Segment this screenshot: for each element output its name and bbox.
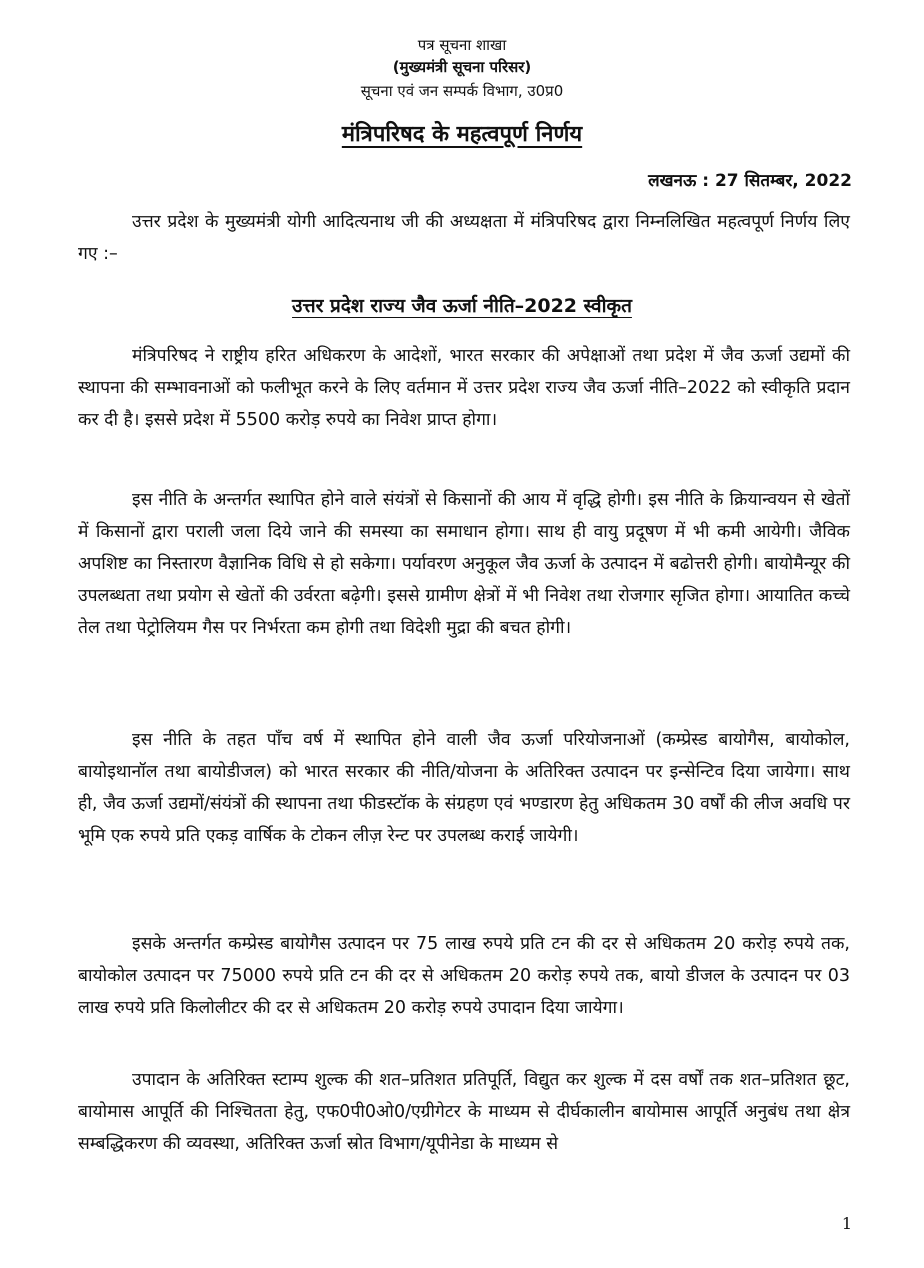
- body-paragraph: उपादान के अतिरिक्त स्टाम्प शुल्क की शत–प्रतिशत प्रतिपूर्ति, विद्युत कर शुल्क में दस वर्षों तक शत–प्रतिशत छूट, बायोमास आपूर्ति की निश्चितता हेतु, एफ0पी0ओ0/एग्रीगेटर के माध्यम से दीर्घकालीन बायोमास आपूर्ति अनुबंध तथा क्षेत्र सम्बद्धिकरण की व्यवस्था, अतिरिक्त ऊर्जा स्रोत विभाग/यूपीनेडा के माध्यम से: [78, 1070, 850, 1154]
- header-department-name: सूचना एवं जन सम्पर्क विभाग, उ0प्र0: [360, 82, 564, 100]
- body-paragraph: इसके अन्तर्गत कम्प्रेस्ड बायोगैस उत्पादन पर 75 लाख रुपये प्रति टन की दर से अधिकतम 20 करोड़ रुपये तक, बायोकोल उत्पादन पर 75000 रुपये प्रति टन की दर से अधिकतम 20 करोड़ रुपये तक, बायो डीजल के उत्पादन पर 03 लाख रुपये प्रति किलोलीटर की दर से अधिकतम 20 करोड़ रुपये उपादान दिया जायेगा।: [78, 934, 850, 1018]
- body-paragraph: मंत्रिपरिषद ने राष्ट्रीय हरित अधिकरण के आदेशों, भारत सरकार की अपेक्षाओं तथा प्रदेश में जैव ऊर्जा उद्यमों की स्थापना की सम्भावनाओं को फलीभूत करने के लिए वर्तमान में उत्तर प्रदेश राज्य जैव ऊर्जा नीति–2022 को स्वीकृति प्रदान कर दी है। इससे प्रदेश में 5500 करोड़ रुपये का निवेश प्राप्त होगा।: [78, 346, 850, 430]
- dateline: लखनऊ : 27 सितम्बर, 2022: [648, 171, 852, 191]
- body-paragraph: इस नीति के तहत पाँच वर्ष में स्थापित होने वाली जैव ऊर्जा परियोजनाओं (कम्प्रेस्ड बायोगैस, बायोकोल, बायोइथानॉल तथा बायोडीजल) को भारत सरकार की नीति/योजना के अतिरिक्त उत्पादन पर इन्सेन्टिव दिया जायेगा। साथ ही, जैव ऊर्जा उद्यमों/संयंत्रों की स्थापना तथा फीडस्टॉक के संग्रहण एवं भण्डारण हेतु अधिकतम 30 वर्षों की लीज अवधि पर भूमि एक रुपये प्रति एकड़ वार्षिक के टोकन लीज़ रेन्ट पर उपलब्ध कराई जायेगी।: [78, 730, 850, 846]
- page-number: 1: [841, 1214, 852, 1233]
- header-section-name: पत्र सूचना शाखा: [417, 36, 507, 54]
- header-office-name: (मुख्यमंत्री सूचना परिसर): [392, 58, 532, 76]
- page-title: मंत्रिपरिषद के महत्वपूर्ण निर्णय: [341, 122, 583, 147]
- body-paragraph: इस नीति के अन्तर्गत स्थापित होने वाले संयंत्रों से किसानों की आय में वृद्धि होगी। इस नीति के क्रियान्वयन से खेतों में किसानों द्वारा पराली जला दिये जाने की समस्या का समाधान होगा। साथ ही वायु प्रदूषण में भी कमी आयेगी। जैविक अपशिष्ट का निस्तारण वैज्ञानिक विधि से हो सकेगा। पर्यावरण अनुकूल जैव ऊर्जा के उत्पादन में बढोत्तरी होगी। बायोमैन्यूर की उपलब्धता तथा प्रयोग से खेतों की उर्वरता बढ़ेगी। इससे ग्रामीण क्षेत्रों में भी निवेश तथा रोजगार सृजित होगा। आयातित कच्चे तेल तथा पेट्रोलियम गैस पर निर्भरता कम होगी तथा विदेशी मुद्रा की बचत होगी।: [78, 490, 850, 638]
- decision-heading: उत्तर प्रदेश राज्य जैव ऊर्जा नीति–2022 स्वीकृत: [292, 295, 632, 317]
- intro-paragraph: उत्तर प्रदेश के मुख्यमंत्री योगी आदित्यनाथ जी की अध्यक्षता में मंत्रिपरिषद द्वारा निम्नलिखित महत्वपूर्ण निर्णय लिए गए :–: [78, 212, 850, 264]
